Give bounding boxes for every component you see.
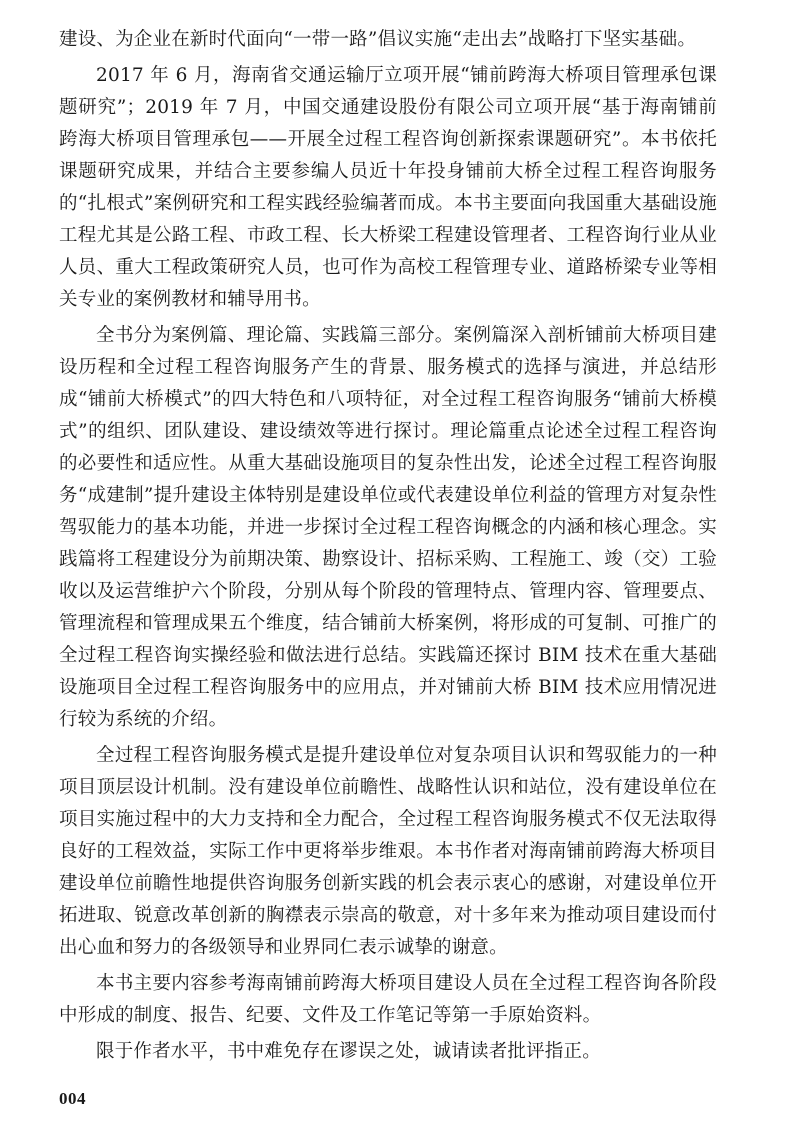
paragraph-research-basis: 2017 年 6 月，海南省交通运输厅立项开展“铺前跨海大桥项目管理承包课题研究”；2019 年 7 月，中国交通建设股份有限公司立项开展“基于海南铺前跨海大桥项目管理承包——开展全过程工程咨询创新探索课题研究”。本书依托课题研究成果，并结合主要参编人员近十年投身铺前大桥全过程工程咨询服务的“扎根式”案例研究和工程实践经验编著而成。本书主要面向我国重大基础设施工程尤其是公路工程、市政工程、长大桥梁工程建设管理者、工程咨询行业从业人员、重大工程政策研究人员，也可作为高校工程管理专业、道路桥梁专业等相关专业的案例教材和辅导用书。 <box>59 65 717 310</box>
paragraph-closing: 限于作者水平，书中难免存在谬误之处，诚请读者批评指正。 <box>96 1041 601 1062</box>
paragraph-acknowledgements: 全过程工程咨询服务模式是提升建设单位对复杂项目认识和驾驭能力的一种项目顶层设计机制。没有建设单位前瞻性、战略性认识和站位，没有建设单位在项目实施过程中的大力支持和全力配合，全过程工程咨询服务模式不仅无法取得良好的工程效益，实际工作中更将举步维艰。本书作者对海南铺前跨海大桥项目建设单位前瞻性地提供咨询服务创新实践的机会表示衷心的感谢，对建设单位开拓进取、锐意改革创新的胸襟表示崇高的敬意，对十多年来为推动项目建设而付出心血和努力的各级领导和业界同仁表示诚挚的谢意。 <box>59 745 717 958</box>
page-number: 004 <box>59 1089 86 1108</box>
paragraph-sources: 本书主要内容参考海南铺前跨海大桥项目建设人员在全过程工程咨询各阶段中形成的制度、报告、纪要、文件及工作笔记等第一手原始资料。 <box>59 973 717 1026</box>
body-text <box>59 24 717 1068</box>
paragraph-continued: 建设、为企业在新时代面向“一带一路”倡议实施“走出去”战略打下坚实基础。 <box>59 29 697 50</box>
paragraph-book-structure: 全书分为案例篇、理论篇、实践篇三部分。案例篇深入剖析铺前大桥项目建设历程和全过程工程咨询服务产生的背景、服务模式的选择与演进，并总结形成“铺前大桥模式”的四大特色和八项特征，对全过程工程咨询服务“铺前大桥模式”的组织、团队建设、建设绩效等进行探讨。理论篇重点论述全过程工程咨询的必要性和适应性。从重大基础设施项目的复杂性出发，论述全过程工程咨询服务“成建制”提升建设主体特别是建设单位或代表建设单位利益的管理方对复杂性驾驭能力的基本功能，并进一步探讨全过程工程咨询概念的内涵和核心理念。实践篇将工程建设分为前期决策、勘察设计、招标采购、工程施工、竣（交）工验收以及运营维护六个阶段，分别从每个阶段的管理特点、管理内容、管理要点、管理流程和管理成果五个维度，结合铺前大桥案例，将形成的可复制、可推广的全过程工程咨询实操经验和做法进行总结。实践篇还探讨 BIM 技术在重大基础设施项目全过程工程咨询服务中的应用点，并对铺前大桥 BIM 技术应用情况进行较为系统的介绍。 <box>59 325 717 730</box>
